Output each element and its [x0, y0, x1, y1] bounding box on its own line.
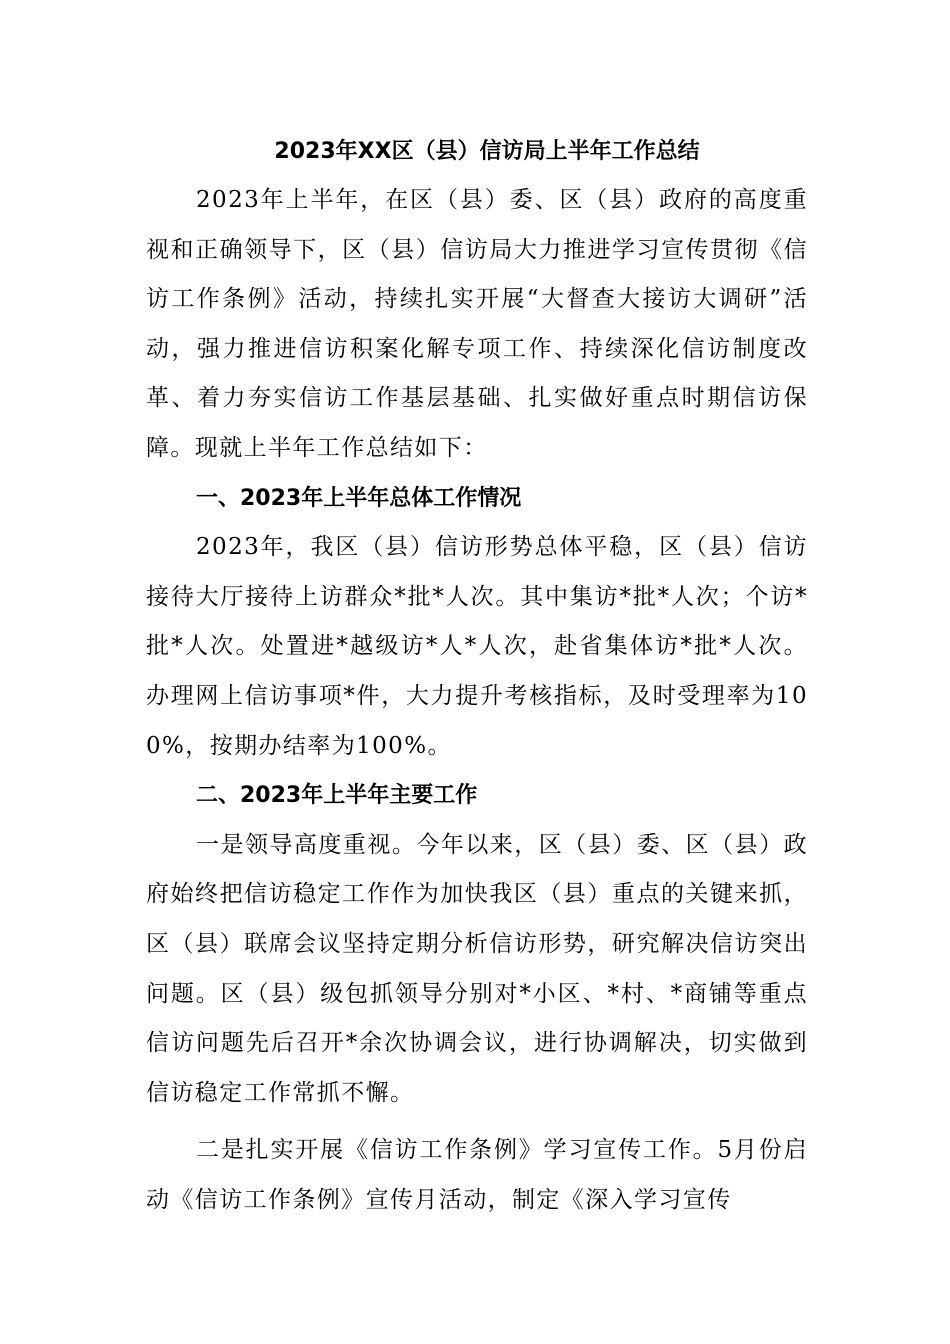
- section-2-heading: 二、2023年上半年主要工作: [196, 783, 478, 809]
- section-1-heading: 一、2023年上半年总体工作情况: [196, 485, 522, 511]
- document-title: 2023年XX区（县）信访局上半年工作总结: [274, 139, 700, 164]
- intro-paragraph: 2023年上半年，在区（县）委、区（县）政府的高度重视和正确领导下，区（县）信访局大力推进学习宣传贯彻《信访工作条例》活动，持续扎实开展“大督查大接访大调研”活动，强力推进信访积案化解专项工作、持续深化信访制度改革、着力夯实信访工作基层基础、扎实做好重点时期信访保障。现就上半年工作总结如下：: [146, 187, 808, 461]
- section-1-paragraph: 2023年，我区（县）信访形势总体平稳，区（县）信访接待大厅接待上访群众*批*人次。其中集访*批*人次；个访*批*人次。处置进*越级访*人*人次，赴省集体访*批*人次。办理网上信访事项*件，大力提升考核指标，及时受理率为100%，按期办结率为100%。: [146, 534, 808, 759]
- section-2-item-2-paragraph: 二是扎实开展《信访工作条例》学习宣传工作。5月份启动《信访工作条例》宣传月活动，制定《深入学习宣传: [146, 1137, 808, 1213]
- paragraph-gap: [146, 1118, 808, 1126]
- section-2-item-1-paragraph: 一是领导高度重视。今年以来，区（县）委、区（县）政府始终把信访稳定工作作为加快我区（县）重点的关键来抓，区（县）联席会议坚持定期分析信访形势，研究解决信访突出问题。区（县）级包抓领导分别对*小区、*村、*商铺等重点信访问题先后召开*余次协调会议，进行协调解决，切实做到信访稳定工作常抓不懈。: [146, 831, 808, 1106]
- document-body: [146, 128, 808, 1225]
